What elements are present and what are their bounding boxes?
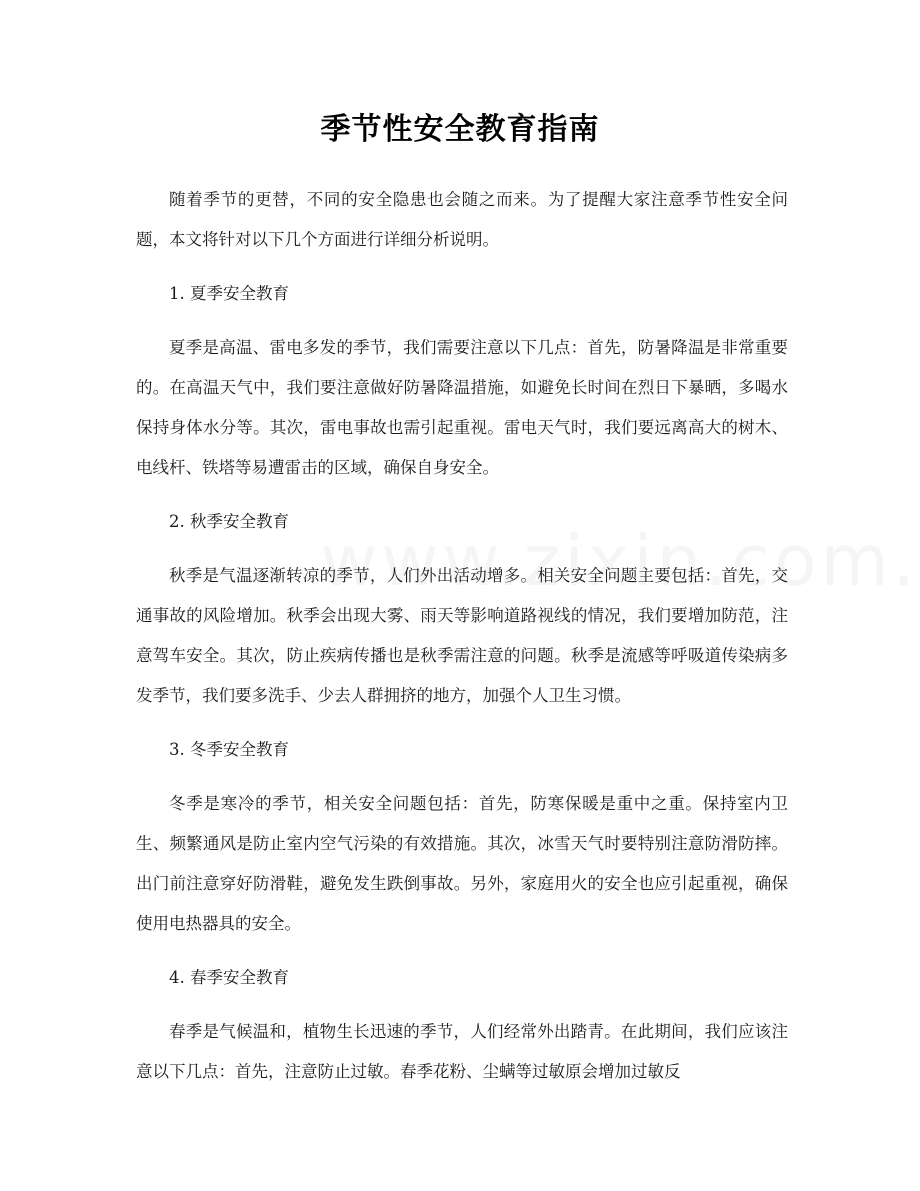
document-body: [136, 180, 788, 1106]
section-heading-summer: 1. 夏季安全教育: [169, 284, 289, 303]
intro-paragraph: 随着季节的更替，不同的安全隐患也会随之而来。为了提醒大家注意季节性安全问题，本文将针对以下几个方面进行详细分析说明。: [136, 190, 788, 249]
section-heading-autumn: 2. 秋季安全教育: [169, 512, 289, 531]
section-heading-spring: 4. 春季安全教育: [169, 968, 289, 987]
section-body-summer: 夏季是高温、雷电多发的季节，我们需要注意以下几点：首先，防暑降温是非常重要的。在高温天气中，我们要注意做好防暑降温措施，如避免长时间在烈日下暴晒，多喝水保持身体水分等。其次，雷电事故也需引起重视。雷电天气时，我们要远离高大的树木、电线杆、铁塔等易遭雷击的区域，确保自身安全。: [136, 338, 788, 477]
section-body-winter: 冬季是寒冷的季节，相关安全问题包括：首先，防寒保暖是重中之重。保持室内卫生、频繁通风是防止室内空气污染的有效措施。其次，冰雪天气时要特别注意防滑防摔。出门前注意穿好防滑鞋，避免发生跌倒事故。另外，家庭用火的安全也应引起重视，确保使用电热器具的安全。: [136, 794, 788, 933]
section-body-autumn: 秋季是气温逐渐转凉的季节，人们外出活动增多。相关安全问题主要包括：首先，交通事故的风险增加。秋季会出现大雾、雨天等影响道路视线的情况，我们要增加防范，注意驾车安全。其次，防止疾病传播也是秋季需注意的问题。秋季是流感等呼吸道传染病多发季节，我们要多洗手、少去人群拥挤的地方，加强个人卫生习惯。: [136, 566, 788, 705]
page-title: 季节性安全教育指南: [320, 112, 600, 147]
section-body-spring: 春季是气候温和，植物生长迅速的季节，人们经常外出踏青。在此期间，我们应该注意以下几点：首先，注意防止过敏。春季花粉、尘螨等过敏原会增加过敏反: [136, 1022, 788, 1081]
section-heading-winter: 3. 冬季安全教育: [169, 740, 289, 759]
